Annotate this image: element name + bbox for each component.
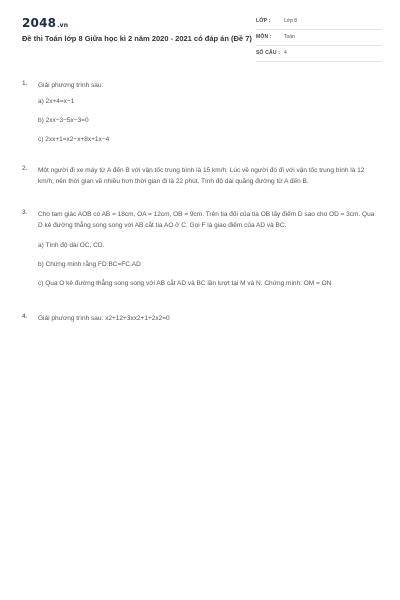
brand-logo-tld: .vn <box>57 22 69 29</box>
meta-label: SỐ CÂU : <box>256 50 281 56</box>
brand-logo[interactable] <box>22 16 68 30</box>
question-4 <box>22 313 380 324</box>
page-header <box>22 14 382 62</box>
question-part: c) Qua O kẻ đường thẳng song song với AB cắt AD và BC lần lượt tại M và N. Chứng minh: OM = ON <box>38 280 332 287</box>
question-part: b) Chứng minh rằng FD.BC=FC.AD <box>38 261 141 268</box>
meta-row-class <box>256 16 382 30</box>
question-part: b) 2xx−3−5x−3=0 <box>38 117 89 124</box>
meta-row-subject <box>256 32 382 46</box>
question-1 <box>22 80 380 145</box>
meta-label: MÔN : <box>256 34 272 40</box>
question-part: c) 2xx+1=x2−x+8x+1x−4 <box>38 136 110 143</box>
meta-row-question-count <box>256 48 382 62</box>
meta-value: Lớp 8 <box>284 18 298 24</box>
question-part: a) 2x+4=x−1 <box>38 98 75 105</box>
meta-info <box>256 16 382 64</box>
questions-list <box>22 80 380 336</box>
meta-label: LỚP : <box>256 18 271 24</box>
brand-logo-main: 2048 <box>22 16 57 30</box>
question-number: 1. <box>22 80 28 87</box>
question-text: Giải phương trình sau: <box>38 82 104 89</box>
question-2 <box>22 165 380 187</box>
document-title: Đề thi Toán lớp 8 Giữa học kì 2 năm 2020 - 2021 có đáp án (Đề 7) <box>22 34 252 43</box>
question-3 <box>22 209 380 289</box>
question-number: 4. <box>22 313 28 320</box>
question-text: Một người đi xe máy từ A đến B với vận tốc trung bình là 15 km/h. Lúc về người đó đi với vận tốc trung bình là 12 km/h, nên thời gian về nhiều hơn thời gian đi là 22 phút. Tính độ dài quãng đường từ A đến B. <box>38 167 365 185</box>
question-text: Giải phương trình sau: x2+12+3xx2+1+2x2=0 <box>38 315 170 322</box>
question-number: 2. <box>22 165 28 172</box>
meta-value: Toán <box>284 34 295 40</box>
question-number: 3. <box>22 209 28 216</box>
question-text: Cho tam giác AOB có AB = 18cm, OA = 12cm, OB = 9cm. Trên tia đối của tia OB lấy điểm D sao cho OD = 3cm. Qua D kẻ đường thẳng song song với AB cắt tia AO ở C. Gọi F là giao điểm của AD và BC. <box>38 211 375 229</box>
meta-value: 4 <box>284 50 287 56</box>
question-part: a) Tính độ dài OC, CD. <box>38 242 105 249</box>
